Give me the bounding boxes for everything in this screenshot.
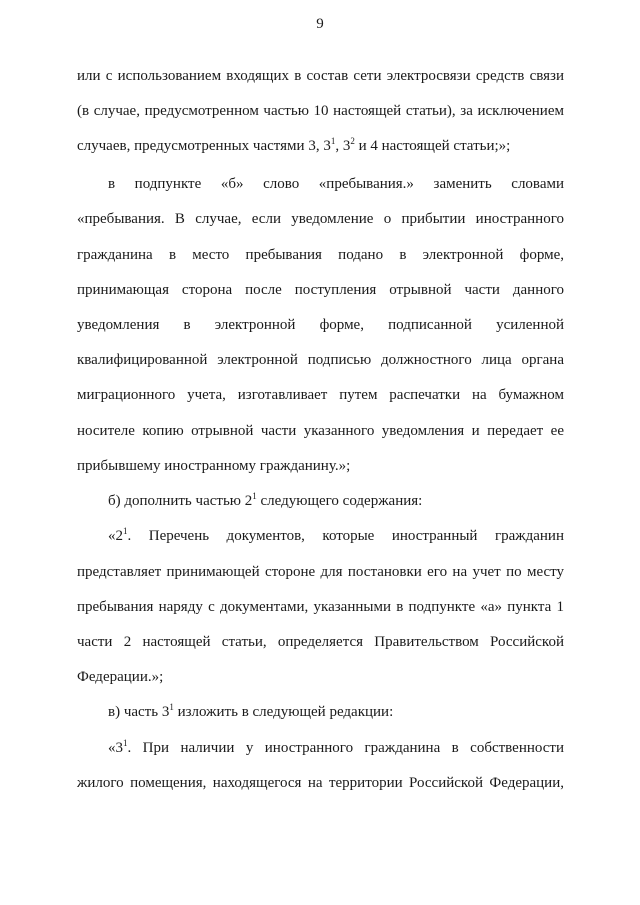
text-line: квалифицированной электронной подписью должностного лица органа	[77, 352, 564, 368]
text-line: уведомления в электронной форме, подписанной усиленной	[77, 317, 564, 333]
superscript: 1	[123, 738, 128, 748]
page-number: 9	[316, 16, 324, 32]
superscript: 1	[123, 526, 128, 536]
text-fragment: следующего содержания:	[256, 493, 423, 509]
superscript: 1	[330, 136, 336, 146]
text-line: принимающая сторона после поступления отрывной части данного	[77, 282, 564, 298]
text-line: прибывшему иностранному гражданину.»;	[77, 458, 351, 474]
text-line: в подпункте «б» слово «пребывания.» заменить словами	[108, 176, 564, 192]
text-line	[108, 740, 564, 757]
text-fragment: «2	[108, 528, 123, 544]
text-line: представляет принимающей стороне для постановки его на учет по месту	[77, 564, 564, 580]
text-fragment: . Перечень документов, которые иностранный гражданин	[127, 528, 564, 544]
superscript: 2	[350, 136, 355, 146]
superscript: 1	[252, 491, 257, 501]
text-line: Федерации.»;	[77, 669, 164, 685]
text-line: части 2 настоящей статьи, определяется Правительством Российской	[77, 634, 564, 650]
text-line: пребывания наряду с документами, указанными в подпункте «а» пункта 1	[77, 599, 564, 615]
text-line: (в случае, предусмотренном частью 10 настоящей статьи), за исключением	[77, 103, 564, 119]
text-line	[108, 493, 564, 510]
text-line: миграционного учета, изготавливает путем распечатки на бумажном	[77, 387, 564, 403]
text-line	[77, 138, 564, 155]
text-line: или с использованием входящих в состав сети электросвязи средств связи	[77, 68, 564, 84]
text-fragment: , 3	[335, 138, 351, 154]
text-line	[108, 528, 564, 545]
text-fragment: . При наличии у иностранного гражданина в собственности	[127, 740, 564, 756]
text-line: гражданина в место пребывания подано в электронной форме,	[77, 247, 564, 263]
text-fragment: изложить в следующей редакции:	[173, 704, 394, 720]
text-fragment: в) часть 3	[108, 704, 170, 720]
text-fragment: «3	[108, 740, 123, 756]
superscript: 1	[169, 702, 174, 712]
text-fragment: случаев, предусмотренных частями 3, 3	[77, 138, 331, 154]
text-fragment: б) дополнить частью 2	[108, 493, 253, 509]
text-line: носителе копию отрывной части указанного уведомления и передает ее	[77, 423, 564, 439]
text-line	[108, 704, 564, 721]
text-line: жилого помещения, находящегося на территории Российской Федерации,	[77, 775, 564, 791]
text-line: «пребывания. В случае, если уведомление о прибытии иностранного	[77, 211, 564, 227]
text-fragment: и 4 настоящей статьи;»;	[354, 138, 511, 154]
